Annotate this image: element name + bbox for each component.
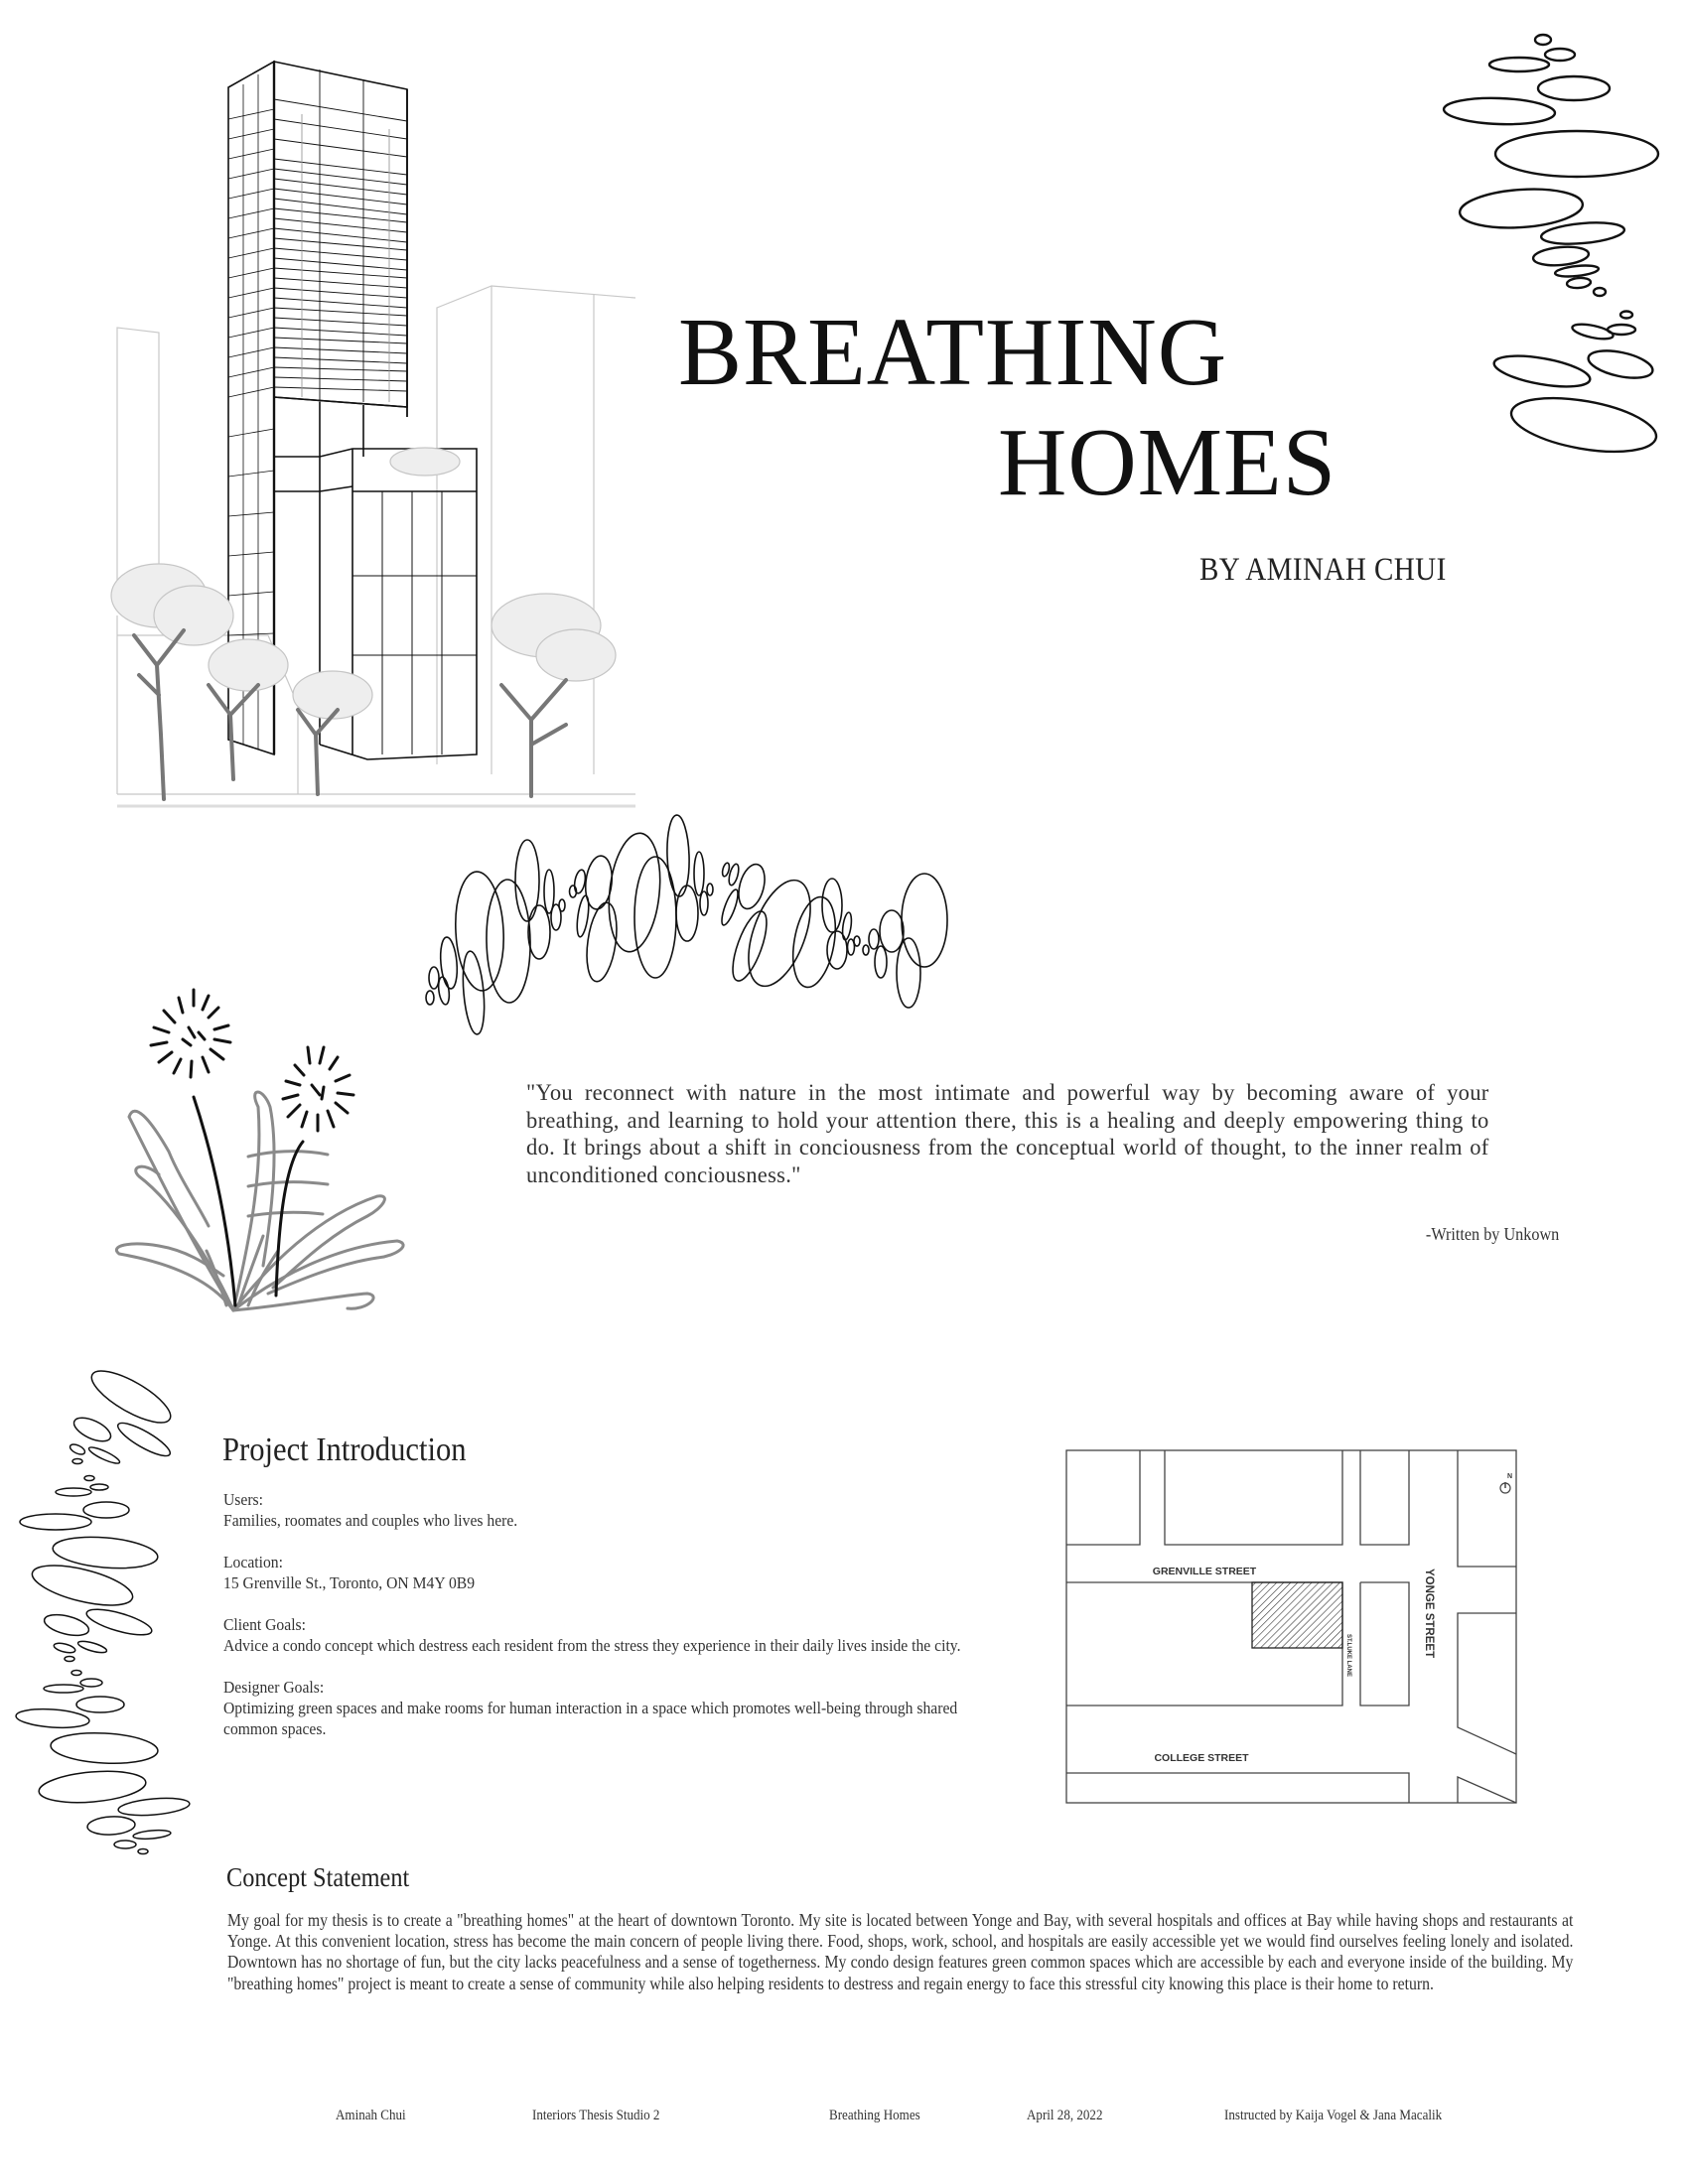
title-line-2: HOMES [998,409,1337,516]
quote-attribution: -Written by Unkown [1425,1224,1559,1244]
footer-project: Breathing Homes [829,2108,920,2123]
intro-client-goals [223,1614,986,1656]
bubble-decoration-left [0,1360,199,2184]
svg-text:N: N [1507,1473,1513,1480]
footer-author: Aminah Chui [336,2108,406,2123]
concept-body: My goal for my thesis is to create a "breathing homes" at the heart of downtown Toronto. My site is located between Yonge and Bay, with several hospitals and offices at Bay while having shops and restaurants at Yonge. At this convenient location, stress has become the main concern of people living there. Food, shops, work, school, and hospitals are easily accessible yet we would find ourselves feeling lonely and isolated. Downtown has no shortage of fun, but the city lacks peacefulness and a sense of togetherness. My condo design features green common spaces which are accessible by each and everyone inside of the building. My "breathing homes" project is meant to create a sense of community while also helping residents to destress and regain energy to face this stressful city knowing this place is their home to return. [227,1910,1574,1993]
intro-designer-goals-value: Optimizing green spaces and make rooms for human interaction in a space which promotes well-being through shared common spaces. [223,1699,958,1738]
site-parcel [1252,1582,1342,1648]
intro-location [223,1552,986,1593]
author-byline: BY AMINAH CHUI [1199,552,1447,588]
map-label-grenville: GRENVILLE STREET [1152,1566,1257,1577]
project-intro-heading: Project Introduction [222,1432,467,1468]
intro-users [223,1489,986,1531]
intro-users-label: Users: [223,1490,263,1509]
footer-instructors: Instructed by Kaija Vogel & Jana Macalik [1224,2108,1443,2123]
map-label-college: COLLEGE STREET [1154,1752,1249,1764]
quote-text: "You reconnect with nature in the most intimate and powerful way by becoming aware of your breathing, and learning to hold your attention there, this is a healing and deeply empowering thing to do. It brings about a shift in conciousness from the conceptual world of thought, to the inner realm of unconditioned conciousness." [526,1080,1489,1188]
dandelion-head-right [283,1047,353,1131]
map-label-lane: ST.LUKE LANE [1345,1634,1351,1678]
intro-users-value: Families, roomates and couples who lives here. [223,1511,518,1530]
site-map [1065,1449,1517,1804]
intro-location-label: Location: [223,1553,283,1571]
intro-location-value: 15 Grenville St., Toronto, ON M4Y 0B9 [223,1573,476,1592]
intro-designer-goals [223,1677,986,1739]
intro-client-goals-label: Client Goals: [223,1615,306,1634]
concept-heading: Concept Statement [226,1862,410,1892]
north-arrow-icon [1500,1473,1512,1493]
intro-designer-goals-label: Designer Goals: [223,1678,325,1697]
bubble-decoration-band [0,0,1688,1042]
footer-course: Interiors Thesis Studio 2 [532,2108,660,2123]
footer-date: April 28, 2022 [1027,2108,1103,2123]
dandelion-illustration [99,978,437,1315]
map-label-yonge: YONGE STREET [1423,1569,1435,1659]
dandelion-head-left [151,990,230,1077]
title-line-1: BREATHING [678,299,1228,406]
project-intro-body [223,1489,986,1760]
intro-client-goals-value: Advice a condo concept which destress each resident from the stress they experience in their daily lives inside the city. [223,1636,961,1655]
